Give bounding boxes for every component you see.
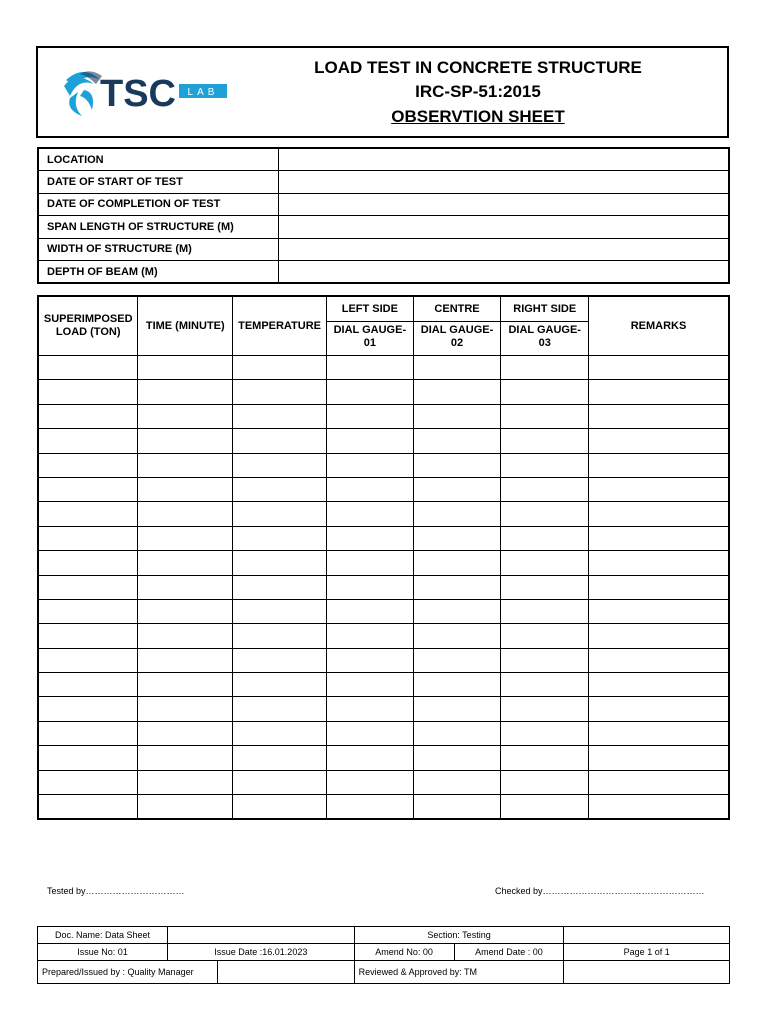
tsc-lab-logo [56, 62, 236, 122]
document-title: LOAD TEST IN CONCRETE STRUCTURE [314, 58, 642, 77]
table-cell[interactable] [327, 380, 414, 404]
table-cell[interactable] [413, 721, 501, 745]
table-cell[interactable] [138, 453, 233, 477]
col-header-centre: CENTRE [413, 296, 501, 322]
table-cell[interactable] [233, 380, 327, 404]
table-cell[interactable] [138, 429, 233, 453]
table-cell[interactable] [589, 551, 729, 575]
table-cell[interactable] [38, 795, 138, 820]
table-row [38, 795, 729, 820]
info-value[interactable] [278, 261, 729, 284]
table-cell[interactable] [38, 575, 138, 599]
col-header-remarks: REMARKS [589, 296, 729, 356]
info-row [38, 238, 729, 261]
table-cell[interactable] [138, 526, 233, 550]
table-cell[interactable] [38, 551, 138, 575]
table-cell[interactable] [233, 404, 327, 428]
table-cell[interactable] [501, 575, 589, 599]
table-row [38, 502, 729, 526]
table-cell[interactable] [413, 599, 501, 623]
checked-by: Checked by……………………………………………… [495, 886, 705, 896]
table-cell[interactable] [413, 697, 501, 721]
col-header-gauge-02: DIAL GAUGE- 02 [413, 322, 501, 356]
table-cell[interactable] [233, 795, 327, 820]
issue-date: Issue Date :16.01.2023 [167, 944, 354, 961]
table-cell[interactable] [138, 721, 233, 745]
logo-swirl-icon [64, 71, 102, 116]
table-cell[interactable] [38, 770, 138, 794]
table-cell[interactable] [501, 502, 589, 526]
table-cell[interactable] [138, 599, 233, 623]
table-cell[interactable] [138, 697, 233, 721]
info-row [38, 216, 729, 239]
info-label: DATE OF COMPLETION OF TEST [38, 193, 278, 216]
table-row [38, 356, 729, 380]
doc-name: Doc. Name: Data Sheet [38, 927, 168, 944]
table-cell[interactable] [38, 477, 138, 501]
info-label: DEPTH OF BEAM (M) [38, 261, 278, 284]
table-cell[interactable] [233, 673, 327, 697]
amend-no: Amend No: 00 [354, 944, 454, 961]
info-row [38, 171, 729, 194]
table-cell[interactable] [501, 429, 589, 453]
table-row [38, 526, 729, 550]
col-header-gauge-01: DIAL GAUGE- 01 [327, 322, 414, 356]
table-cell[interactable] [501, 453, 589, 477]
table-cell[interactable] [501, 770, 589, 794]
table-cell[interactable] [589, 697, 729, 721]
table-cell[interactable] [233, 697, 327, 721]
table-cell[interactable] [38, 502, 138, 526]
table-cell[interactable] [327, 453, 414, 477]
table-cell[interactable] [589, 599, 729, 623]
table-cell[interactable] [589, 673, 729, 697]
table-cell[interactable] [38, 746, 138, 770]
table-row [38, 746, 729, 770]
table-cell[interactable] [233, 429, 327, 453]
table-cell[interactable] [138, 551, 233, 575]
table-row [38, 380, 729, 404]
table-cell[interactable] [501, 721, 589, 745]
table-cell[interactable] [501, 356, 589, 380]
table-cell[interactable] [138, 477, 233, 501]
table-cell[interactable] [589, 477, 729, 501]
table-row [38, 429, 729, 453]
table-cell[interactable] [413, 551, 501, 575]
table-cell[interactable] [501, 599, 589, 623]
document-footer [37, 926, 730, 984]
table-cell[interactable] [38, 526, 138, 550]
table-cell[interactable] [589, 404, 729, 428]
table-cell[interactable] [327, 624, 414, 648]
table-row [38, 551, 729, 575]
table-row [38, 404, 729, 428]
table-cell[interactable] [589, 380, 729, 404]
table-cell[interactable] [501, 746, 589, 770]
table-cell[interactable] [589, 453, 729, 477]
footer-blank [564, 961, 730, 984]
footer-row [38, 944, 730, 961]
table-cell[interactable] [589, 575, 729, 599]
table-cell[interactable] [413, 673, 501, 697]
footer-blank [217, 961, 354, 984]
table-cell[interactable] [138, 404, 233, 428]
table-row [38, 697, 729, 721]
table-cell[interactable] [589, 746, 729, 770]
table-cell[interactable] [233, 502, 327, 526]
table-cell[interactable] [413, 477, 501, 501]
info-value[interactable] [278, 171, 729, 194]
table-cell[interactable] [327, 356, 414, 380]
amend-date: Amend Date : 00 [454, 944, 564, 961]
reviewed-by: Reviewed & Approved by: TM [354, 961, 564, 984]
table-cell[interactable] [327, 551, 414, 575]
info-value[interactable] [278, 193, 729, 216]
table-cell[interactable] [38, 356, 138, 380]
table-cell[interactable] [327, 575, 414, 599]
table-cell[interactable] [327, 599, 414, 623]
table-cell[interactable] [138, 380, 233, 404]
col-header-left-side: LEFT SIDE [327, 296, 414, 322]
table-cell[interactable] [38, 453, 138, 477]
table-cell[interactable] [501, 380, 589, 404]
table-cell[interactable] [138, 502, 233, 526]
table-cell[interactable] [501, 648, 589, 672]
table-cell[interactable] [501, 404, 589, 428]
table-cell[interactable] [233, 721, 327, 745]
table-cell[interactable] [413, 575, 501, 599]
table-cell[interactable] [501, 477, 589, 501]
table-cell[interactable] [413, 648, 501, 672]
table-cell[interactable] [233, 599, 327, 623]
table-cell[interactable] [38, 404, 138, 428]
issue-no: Issue No: 01 [38, 944, 168, 961]
document-header [36, 46, 729, 138]
logo-sub-text: LAB [187, 87, 219, 98]
info-label: DATE OF START OF TEST [38, 171, 278, 194]
table-row [38, 721, 729, 745]
table-row [38, 477, 729, 501]
footer-blank [167, 927, 354, 944]
page-number: Page 1 of 1 [564, 944, 730, 961]
footer-row [38, 961, 730, 984]
table-cell[interactable] [589, 795, 729, 820]
table-cell[interactable] [413, 404, 501, 428]
header-row [38, 296, 729, 322]
table-cell[interactable] [138, 624, 233, 648]
col-header-load: SUPERIMPOSED LOAD (TON) [38, 296, 138, 356]
footer-row [38, 927, 730, 944]
document-subtitle: OBSERVTION SHEET [391, 107, 565, 126]
table-row [38, 624, 729, 648]
col-header-right-side: RIGHT SIDE [501, 296, 589, 322]
table-cell[interactable] [413, 624, 501, 648]
info-row [38, 261, 729, 284]
table-cell[interactable] [233, 526, 327, 550]
table-cell[interactable] [327, 429, 414, 453]
table-cell[interactable] [501, 551, 589, 575]
table-cell[interactable] [327, 721, 414, 745]
table-cell[interactable] [501, 624, 589, 648]
table-cell[interactable] [233, 770, 327, 794]
info-label: LOCATION [38, 148, 278, 171]
table-cell[interactable] [413, 795, 501, 820]
section: Section: Testing [354, 927, 564, 944]
col-header-time: TIME (MINUTE) [138, 296, 233, 356]
info-label: SPAN LENGTH OF STRUCTURE (M) [38, 216, 278, 239]
table-cell[interactable] [327, 697, 414, 721]
footer-blank [564, 927, 730, 944]
table-cell[interactable] [327, 673, 414, 697]
table-cell[interactable] [38, 429, 138, 453]
table-cell[interactable] [138, 746, 233, 770]
tested-by: Tested by…………………………… [47, 886, 185, 896]
table-row [38, 599, 729, 623]
table-cell[interactable] [327, 746, 414, 770]
table-cell[interactable] [38, 673, 138, 697]
info-row [38, 148, 729, 171]
table-cell[interactable] [233, 453, 327, 477]
table-cell[interactable] [38, 697, 138, 721]
table-cell[interactable] [138, 770, 233, 794]
table-cell[interactable] [138, 356, 233, 380]
test-info-table [37, 147, 730, 284]
title-block [288, 56, 668, 130]
col-header-gauge-03: DIAL GAUGE- 03 [501, 322, 589, 356]
table-row [38, 673, 729, 697]
table-row [38, 575, 729, 599]
observation-body [38, 356, 729, 820]
table-row [38, 453, 729, 477]
table-cell[interactable] [589, 721, 729, 745]
table-cell[interactable] [327, 477, 414, 501]
table-cell[interactable] [138, 673, 233, 697]
table-cell[interactable] [327, 526, 414, 550]
table-cell[interactable] [413, 502, 501, 526]
table-cell[interactable] [501, 697, 589, 721]
table-cell[interactable] [327, 770, 414, 794]
table-cell[interactable] [38, 721, 138, 745]
table-cell[interactable] [38, 648, 138, 672]
table-cell[interactable] [413, 746, 501, 770]
table-cell[interactable] [38, 624, 138, 648]
col-header-temperature: TEMPERATURE [233, 296, 327, 356]
info-value[interactable] [278, 216, 729, 239]
table-row [38, 770, 729, 794]
table-cell[interactable] [233, 356, 327, 380]
table-cell[interactable] [501, 673, 589, 697]
table-cell[interactable] [413, 770, 501, 794]
table-cell[interactable] [233, 746, 327, 770]
info-value[interactable] [278, 238, 729, 261]
observation-table [37, 295, 730, 820]
table-cell[interactable] [233, 551, 327, 575]
table-cell[interactable] [501, 795, 589, 820]
prepared-by: Prepared/Issued by : Quality Manager [38, 961, 218, 984]
info-value[interactable] [278, 148, 729, 171]
table-cell[interactable] [413, 356, 501, 380]
table-cell[interactable] [233, 477, 327, 501]
info-row [38, 193, 729, 216]
table-cell[interactable] [413, 380, 501, 404]
table-cell[interactable] [589, 502, 729, 526]
table-cell[interactable] [327, 648, 414, 672]
table-cell[interactable] [413, 526, 501, 550]
table-cell[interactable] [413, 429, 501, 453]
table-cell[interactable] [589, 429, 729, 453]
table-cell[interactable] [589, 648, 729, 672]
info-label: WIDTH OF STRUCTURE (M) [38, 238, 278, 261]
table-cell[interactable] [38, 380, 138, 404]
table-cell[interactable] [589, 526, 729, 550]
table-cell[interactable] [589, 356, 729, 380]
table-cell[interactable] [233, 575, 327, 599]
table-cell[interactable] [589, 624, 729, 648]
table-cell[interactable] [38, 599, 138, 623]
table-cell[interactable] [589, 770, 729, 794]
table-cell[interactable] [327, 795, 414, 820]
logo-text: TSC [100, 73, 176, 115]
table-cell[interactable] [327, 404, 414, 428]
table-cell[interactable] [138, 575, 233, 599]
table-cell[interactable] [138, 795, 233, 820]
document-code: IRC-SP-51:2015 [415, 82, 541, 101]
table-cell[interactable] [327, 502, 414, 526]
table-cell[interactable] [413, 453, 501, 477]
table-cell[interactable] [233, 624, 327, 648]
table-cell[interactable] [138, 648, 233, 672]
table-row [38, 648, 729, 672]
table-cell[interactable] [233, 648, 327, 672]
table-cell[interactable] [501, 526, 589, 550]
